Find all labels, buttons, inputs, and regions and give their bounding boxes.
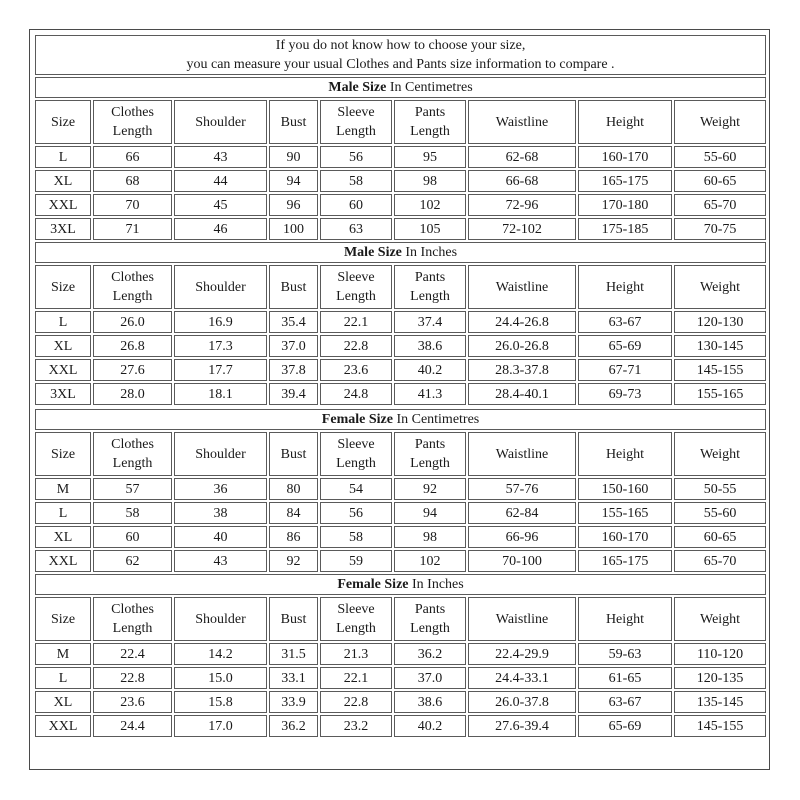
table-row: [35, 643, 766, 665]
header-weight: [674, 265, 766, 309]
cell-pants-length: 37.4: [394, 311, 466, 333]
intro-line-2: you can measure your usual Clothes and Pants size information to compare .: [186, 57, 615, 72]
cell-pants-length: 40.2: [394, 359, 466, 381]
cell-weight: 55-60: [674, 502, 766, 524]
header-label: Sleeve: [337, 602, 375, 617]
cell-size: XL: [35, 526, 91, 548]
header-label: Length: [336, 289, 376, 304]
header-pants-length: [394, 432, 466, 476]
cell-waistline: 62-68: [468, 146, 576, 168]
cell-size: L: [35, 502, 91, 524]
cell-clothes-length: 68: [93, 170, 172, 192]
header-label: Pants: [414, 437, 446, 452]
table-row: [35, 526, 766, 548]
cell-shoulder: 36: [174, 478, 267, 500]
section-title-unit: In Inches: [408, 577, 464, 592]
section-title: [35, 409, 766, 430]
header-sleeve-length: [320, 597, 392, 641]
header-label: Height: [605, 611, 645, 627]
cell-shoulder: 44: [174, 170, 267, 192]
cell-bust: 39.4: [269, 383, 318, 405]
cell-waistline: 72-102: [468, 218, 576, 240]
size-chart-frame: [29, 29, 770, 770]
cell-weight: 60-65: [674, 526, 766, 548]
cell-waistline: 70-100: [468, 550, 576, 572]
cell-weight: 55-60: [674, 146, 766, 168]
cell-bust: 35.4: [269, 311, 318, 333]
cell-waistline: 66-96: [468, 526, 576, 548]
section-title: [35, 574, 766, 595]
header-height: [578, 265, 672, 309]
cell-clothes-length: 24.4: [93, 715, 172, 737]
header-bust: [269, 432, 318, 476]
header-pants-length: [394, 265, 466, 309]
section-title-unit: In Inches: [401, 245, 458, 260]
header-label: Clothes: [111, 270, 154, 285]
header-label: Size: [50, 611, 76, 627]
table-row: [35, 502, 766, 524]
cell-bust: 31.5: [269, 643, 318, 665]
cell-height: 63-67: [578, 311, 672, 333]
header-clothes-length: [93, 100, 172, 144]
header-label: Height: [605, 279, 645, 295]
cell-shoulder: 45: [174, 194, 267, 216]
column-header-row: [35, 100, 766, 144]
cell-shoulder: 14.2: [174, 643, 267, 665]
column-header-row: [35, 265, 766, 309]
cell-sleeve-length: 56: [320, 146, 392, 168]
cell-waistline: 57-76: [468, 478, 576, 500]
cell-shoulder: 40: [174, 526, 267, 548]
intro-row: [35, 35, 766, 75]
table-row: [35, 383, 766, 405]
cell-height: 175-185: [578, 218, 672, 240]
cell-height: 155-165: [578, 502, 672, 524]
cell-size: 3XL: [35, 218, 91, 240]
cell-pants-length: 37.0: [394, 667, 466, 689]
header-label: Length: [410, 621, 450, 636]
header-pants-length: [394, 100, 466, 144]
header-pants-length: [394, 597, 466, 641]
cell-weight: 60-65: [674, 170, 766, 192]
cell-pants-length: 38.6: [394, 335, 466, 357]
cell-sleeve-length: 58: [320, 526, 392, 548]
table-row: [35, 715, 766, 737]
cell-pants-length: 36.2: [394, 643, 466, 665]
cell-height: 165-175: [578, 170, 672, 192]
header-label: Weight: [699, 279, 741, 295]
column-header-row: [35, 432, 766, 476]
cell-waistline: 28.3-37.8: [468, 359, 576, 381]
cell-pants-length: 94: [394, 502, 466, 524]
header-sleeve-length: [320, 265, 392, 309]
cell-height: 69-73: [578, 383, 672, 405]
header-label: Length: [112, 456, 153, 471]
table-row: [35, 359, 766, 381]
header-label: Waistline: [495, 279, 549, 295]
table-row: [35, 691, 766, 713]
cell-pants-length: 41.3: [394, 383, 466, 405]
cell-waistline: 26.0-37.8: [468, 691, 576, 713]
header-sleeve-length: [320, 432, 392, 476]
header-waistline: [468, 100, 576, 144]
header-waistline: [468, 265, 576, 309]
cell-pants-length: 102: [394, 194, 466, 216]
cell-weight: 145-155: [674, 715, 766, 737]
cell-weight: 130-145: [674, 335, 766, 357]
cell-weight: 50-55: [674, 478, 766, 500]
header-label: Height: [605, 114, 645, 130]
header-sleeve-length: [320, 100, 392, 144]
header-shoulder: [174, 265, 267, 309]
cell-sleeve-length: 59: [320, 550, 392, 572]
header-label: Pants: [414, 270, 446, 285]
header-label: Bust: [280, 114, 307, 130]
cell-height: 59-63: [578, 643, 672, 665]
cell-height: 160-170: [578, 146, 672, 168]
cell-bust: 84: [269, 502, 318, 524]
cell-shoulder: 15.8: [174, 691, 267, 713]
size-chart-table: [33, 33, 768, 739]
header-label: Waistline: [495, 611, 549, 627]
cell-shoulder: 18.1: [174, 383, 267, 405]
table-row: [35, 667, 766, 689]
table-row: [35, 550, 766, 572]
cell-shoulder: 17.3: [174, 335, 267, 357]
header-label: Length: [336, 621, 376, 636]
cell-bust: 37.0: [269, 335, 318, 357]
table-row: [35, 194, 766, 216]
section-title: [35, 77, 766, 98]
cell-clothes-length: 27.6: [93, 359, 172, 381]
cell-bust: 96: [269, 194, 318, 216]
header-label: Length: [112, 124, 153, 139]
intro-line-1: If you do not know how to choose your size,: [275, 38, 526, 53]
header-label: Size: [50, 114, 76, 130]
cell-clothes-length: 62: [93, 550, 172, 572]
cell-clothes-length: 26.8: [93, 335, 172, 357]
cell-weight: 65-70: [674, 550, 766, 572]
header-label: Weight: [699, 114, 741, 130]
cell-height: 150-160: [578, 478, 672, 500]
cell-shoulder: 17.7: [174, 359, 267, 381]
cell-sleeve-length: 21.3: [320, 643, 392, 665]
cell-clothes-length: 58: [93, 502, 172, 524]
cell-waistline: 66-68: [468, 170, 576, 192]
cell-waistline: 24.4-33.1: [468, 667, 576, 689]
header-label: Length: [336, 124, 376, 139]
header-size: [35, 432, 91, 476]
column-header-row: [35, 597, 766, 641]
cell-size: XXL: [35, 359, 91, 381]
header-bust: [269, 265, 318, 309]
cell-clothes-length: 57: [93, 478, 172, 500]
table-row: [35, 478, 766, 500]
header-waistline: [468, 597, 576, 641]
section-title-row: [35, 409, 766, 430]
table-row: [35, 335, 766, 357]
cell-shoulder: 15.0: [174, 667, 267, 689]
header-clothes-length: [93, 432, 172, 476]
header-size: [35, 265, 91, 309]
cell-sleeve-length: 24.8: [320, 383, 392, 405]
header-label: Pants: [414, 602, 446, 617]
header-label: Length: [112, 289, 153, 304]
intro-text: [35, 35, 766, 75]
header-weight: [674, 597, 766, 641]
section-title-bold: Female Size: [337, 577, 409, 592]
cell-sleeve-length: 22.1: [320, 311, 392, 333]
cell-pants-length: 102: [394, 550, 466, 572]
cell-weight: 110-120: [674, 643, 766, 665]
header-shoulder: [174, 432, 267, 476]
table-row: [35, 146, 766, 168]
cell-pants-length: 105: [394, 218, 466, 240]
cell-size: XXL: [35, 715, 91, 737]
cell-pants-length: 98: [394, 170, 466, 192]
section-title-row: [35, 574, 766, 595]
cell-size: M: [35, 643, 91, 665]
cell-weight: 65-70: [674, 194, 766, 216]
cell-clothes-length: 70: [93, 194, 172, 216]
section-title-unit: In Centimetres: [386, 80, 473, 95]
header-shoulder: [174, 597, 267, 641]
header-label: Shoulder: [195, 446, 246, 462]
cell-bust: 80: [269, 478, 318, 500]
header-label: Waistline: [495, 114, 549, 130]
header-label: Size: [50, 279, 76, 295]
header-weight: [674, 100, 766, 144]
header-bust: [269, 100, 318, 144]
cell-shoulder: 46: [174, 218, 267, 240]
cell-pants-length: 38.6: [394, 691, 466, 713]
cell-size: XL: [35, 335, 91, 357]
cell-bust: 90: [269, 146, 318, 168]
cell-size: XL: [35, 170, 91, 192]
table-row: [35, 311, 766, 333]
header-label: Clothes: [111, 105, 154, 120]
cell-weight: 135-145: [674, 691, 766, 713]
cell-size: M: [35, 478, 91, 500]
header-label: Height: [605, 446, 645, 462]
header-label: Length: [410, 124, 450, 139]
cell-height: 67-71: [578, 359, 672, 381]
cell-size: L: [35, 311, 91, 333]
header-label: Sleeve: [337, 105, 375, 120]
cell-shoulder: 38: [174, 502, 267, 524]
cell-height: 65-69: [578, 715, 672, 737]
header-label: Shoulder: [195, 611, 246, 627]
header-label: Clothes: [111, 437, 154, 452]
cell-sleeve-length: 60: [320, 194, 392, 216]
cell-weight: 145-155: [674, 359, 766, 381]
cell-weight: 120-130: [674, 311, 766, 333]
cell-clothes-length: 23.6: [93, 691, 172, 713]
cell-size: L: [35, 146, 91, 168]
cell-height: 165-175: [578, 550, 672, 572]
header-label: Pants: [414, 105, 446, 120]
cell-pants-length: 92: [394, 478, 466, 500]
cell-pants-length: 40.2: [394, 715, 466, 737]
cell-bust: 94: [269, 170, 318, 192]
header-label: Sleeve: [337, 437, 375, 452]
section-title-row: [35, 242, 766, 263]
cell-shoulder: 43: [174, 550, 267, 572]
header-height: [578, 100, 672, 144]
cell-sleeve-length: 22.1: [320, 667, 392, 689]
header-label: Shoulder: [195, 279, 246, 295]
header-label: Bust: [280, 611, 307, 627]
cell-sleeve-length: 54: [320, 478, 392, 500]
cell-pants-length: 95: [394, 146, 466, 168]
header-label: Sleeve: [337, 270, 375, 285]
cell-clothes-length: 66: [93, 146, 172, 168]
header-clothes-length: [93, 265, 172, 309]
section-title-row: [35, 77, 766, 98]
cell-clothes-length: 28.0: [93, 383, 172, 405]
cell-waistline: 26.0-26.8: [468, 335, 576, 357]
header-label: Length: [336, 456, 376, 471]
size-chart-body: [35, 35, 766, 737]
cell-sleeve-length: 63: [320, 218, 392, 240]
cell-size: XXL: [35, 194, 91, 216]
cell-weight: 70-75: [674, 218, 766, 240]
cell-bust: 36.2: [269, 715, 318, 737]
header-size: [35, 100, 91, 144]
header-bust: [269, 597, 318, 641]
cell-bust: 100: [269, 218, 318, 240]
cell-waistline: 72-96: [468, 194, 576, 216]
section-title-unit: In Centimetres: [392, 412, 480, 427]
header-label: Length: [410, 456, 450, 471]
header-label: Length: [410, 289, 450, 304]
header-height: [578, 597, 672, 641]
cell-clothes-length: 22.8: [93, 667, 172, 689]
table-row: [35, 170, 766, 192]
cell-shoulder: 16.9: [174, 311, 267, 333]
header-label: Weight: [699, 446, 741, 462]
cell-clothes-length: 60: [93, 526, 172, 548]
cell-clothes-length: 71: [93, 218, 172, 240]
cell-clothes-length: 22.4: [93, 643, 172, 665]
cell-size: XL: [35, 691, 91, 713]
cell-clothes-length: 26.0: [93, 311, 172, 333]
cell-waistline: 27.6-39.4: [468, 715, 576, 737]
header-label: Waistline: [495, 446, 549, 462]
cell-weight: 120-135: [674, 667, 766, 689]
cell-height: 63-67: [578, 691, 672, 713]
cell-shoulder: 17.0: [174, 715, 267, 737]
header-shoulder: [174, 100, 267, 144]
cell-waistline: 28.4-40.1: [468, 383, 576, 405]
header-weight: [674, 432, 766, 476]
cell-pants-length: 98: [394, 526, 466, 548]
section-title: [35, 242, 766, 263]
header-clothes-length: [93, 597, 172, 641]
header-label: Clothes: [111, 602, 154, 617]
header-size: [35, 597, 91, 641]
section-title-bold: Male Size: [343, 245, 402, 260]
cell-sleeve-length: 22.8: [320, 335, 392, 357]
header-label: Weight: [699, 611, 741, 627]
header-label: Bust: [280, 446, 307, 462]
cell-size: XXL: [35, 550, 91, 572]
header-label: Size: [50, 446, 76, 462]
cell-height: 160-170: [578, 526, 672, 548]
cell-sleeve-length: 23.6: [320, 359, 392, 381]
header-height: [578, 432, 672, 476]
cell-height: 65-69: [578, 335, 672, 357]
cell-sleeve-length: 22.8: [320, 691, 392, 713]
cell-weight: 155-165: [674, 383, 766, 405]
cell-size: L: [35, 667, 91, 689]
section-title-bold: Male Size: [328, 80, 387, 95]
cell-bust: 33.9: [269, 691, 318, 713]
cell-height: 170-180: [578, 194, 672, 216]
cell-size: 3XL: [35, 383, 91, 405]
cell-sleeve-length: 58: [320, 170, 392, 192]
header-label: Length: [112, 621, 153, 636]
cell-sleeve-length: 56: [320, 502, 392, 524]
cell-waistline: 22.4-29.9: [468, 643, 576, 665]
cell-bust: 92: [269, 550, 318, 572]
cell-shoulder: 43: [174, 146, 267, 168]
cell-waistline: 24.4-26.8: [468, 311, 576, 333]
table-row: [35, 218, 766, 240]
section-title-bold: Female Size: [321, 412, 393, 427]
cell-height: 61-65: [578, 667, 672, 689]
cell-waistline: 62-84: [468, 502, 576, 524]
cell-bust: 33.1: [269, 667, 318, 689]
header-label: Shoulder: [195, 114, 246, 130]
cell-bust: 86: [269, 526, 318, 548]
header-label: Bust: [280, 279, 307, 295]
header-waistline: [468, 432, 576, 476]
cell-sleeve-length: 23.2: [320, 715, 392, 737]
cell-bust: 37.8: [269, 359, 318, 381]
